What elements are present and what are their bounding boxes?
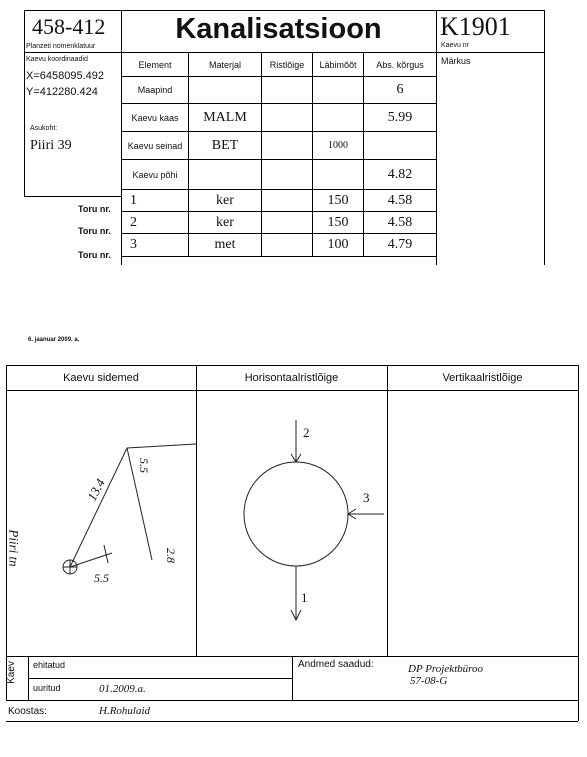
location-value: Piiri 39 xyxy=(30,138,72,153)
col-header: Materjal xyxy=(189,53,262,77)
page-title: Kanalisatsioon xyxy=(175,13,382,45)
note-distance-2: 5.5 xyxy=(137,458,151,473)
coords-label: Kaevu koordinaadid xyxy=(26,56,88,63)
note-distance-1: 13.4 xyxy=(83,476,108,504)
cell-element: Maapind xyxy=(122,77,189,104)
note-street: Piiri tn xyxy=(6,529,22,567)
cell-element: Kaevu kaas xyxy=(122,104,189,132)
pipe-nr: 3 xyxy=(122,234,189,257)
note-distance-4: 2.8 xyxy=(164,548,178,563)
pipe-label: Toru nr. xyxy=(78,250,111,260)
well-id: K1901 xyxy=(440,12,511,41)
pipe-height: 4.58 xyxy=(364,190,437,212)
col-header-vertical: Vertikaalristlõige xyxy=(442,372,523,384)
cell-height: 6 xyxy=(364,77,437,104)
built-label: ehitatud xyxy=(33,660,66,670)
cell-height: 5.99 xyxy=(364,104,437,132)
pipe-nr: 2 xyxy=(122,212,189,234)
remark-header: Märkus xyxy=(441,56,471,66)
coord-x: X=6458095.492 xyxy=(26,70,104,82)
cell-element: Kaevu seinad xyxy=(122,132,189,160)
pipe-height: 4.79 xyxy=(364,234,437,257)
pipe-material: ker xyxy=(189,212,262,234)
well-id-label: Kaevu nr xyxy=(441,42,470,49)
cell-diameter: 1000 xyxy=(313,132,364,160)
print-date: 6. jaanuar 2009. a. xyxy=(28,337,80,343)
manhole-circle-icon xyxy=(244,462,348,566)
pipe-label: Toru nr. xyxy=(78,204,111,214)
kaev-label: Kaev xyxy=(5,661,17,684)
planset-number: 458-412 xyxy=(32,14,106,39)
pipe-diameter: 150 xyxy=(313,212,364,234)
pipe-diameter: 150 xyxy=(313,190,364,212)
cell-material: BET xyxy=(189,132,262,160)
surveyed-value: 01.2009.a. xyxy=(99,683,146,695)
source-value: DP Projektbüroo xyxy=(408,663,484,675)
planset-label: Planzeti nomenklatuur xyxy=(26,43,96,50)
compiled-label: Koostas: xyxy=(8,706,47,717)
pipe-material: met xyxy=(189,234,262,257)
col-header: Ristlõige xyxy=(262,53,313,77)
col-header: Element xyxy=(122,53,189,77)
cell-element: Kaevu põhi xyxy=(122,160,189,190)
source-label: Andmed saadud: xyxy=(298,659,374,670)
col-header: Läbimõõt xyxy=(313,53,364,77)
col-header-horizontal: Horisontaalristlõige xyxy=(244,372,339,384)
pipe-label-2: 2 xyxy=(303,425,310,440)
note-distance-3: 5.5 xyxy=(94,571,109,585)
source-code: 57-08-G xyxy=(410,675,448,687)
pipe-material: ker xyxy=(189,190,262,212)
pipe-diameter: 100 xyxy=(313,234,364,257)
pipe-nr: 1 xyxy=(122,190,189,212)
pipe-label-3: 3 xyxy=(363,490,370,505)
col-header-links: Kaevu sidemed xyxy=(63,372,139,384)
col-header: Abs. kõrgus xyxy=(364,53,437,77)
cell-height: 4.82 xyxy=(364,160,437,190)
pipe-height: 4.58 xyxy=(364,212,437,234)
coord-y: Y=412280.424 xyxy=(26,86,98,98)
cell-material: MALM xyxy=(189,104,262,132)
compiled-value: H.Rohulaid xyxy=(99,705,151,717)
pipe-label-1: 1 xyxy=(301,590,308,605)
location-label: Asukoht: xyxy=(30,125,58,132)
pipe-label: Toru nr. xyxy=(78,226,111,236)
surveyed-label: uuritud xyxy=(33,683,61,693)
